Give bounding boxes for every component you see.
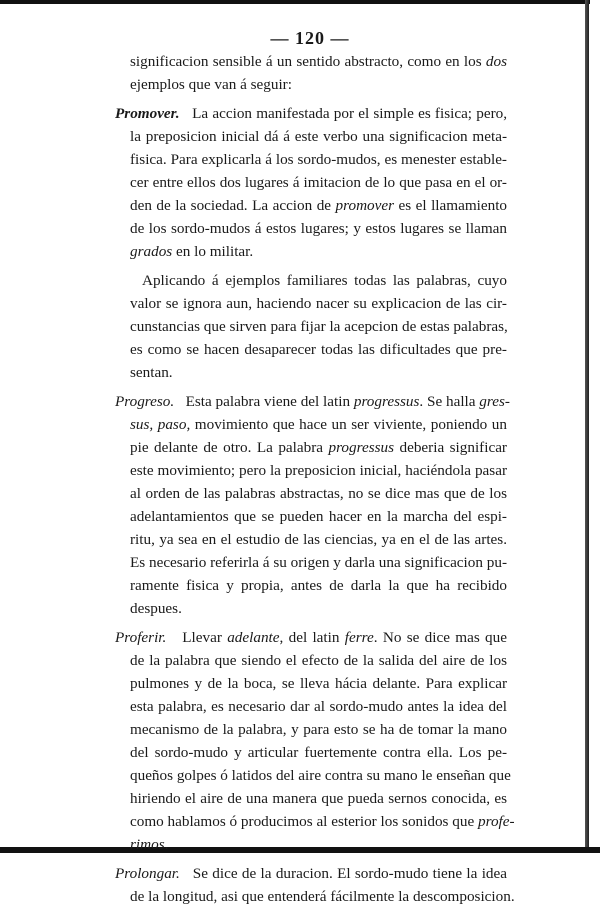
text-line-content: La accion manifestada por el simple es fisica; pero, — [192, 105, 508, 122]
text-line: rimos. — [130, 836, 169, 853]
text-line: grados en lo militar. — [130, 243, 254, 260]
entry-term: Promover. — [115, 105, 180, 122]
entry-proferir — [115, 626, 515, 856]
text-line: de los sordo-mudos á estos lugares; y estos lugares se llaman — [130, 220, 507, 237]
text-line: la preposicion inicial dá á este verbo una significacion meta- — [130, 128, 507, 145]
text-line: ramente fisica y propia, antes de darla la que ha recibido — [130, 577, 507, 594]
text-line: sentan. — [130, 364, 173, 381]
text-line — [115, 102, 507, 125]
text-line: esta palabra, es necesario dar al sordo-mudo antes la idea del — [130, 698, 507, 715]
entry-term: Proferir. — [115, 629, 167, 646]
text-line: valor se ignora aun, haciendo nacer su explicacion de las cir- — [130, 295, 507, 312]
text-line: den de la sociedad. La accion de promover es el llamamiento — [130, 197, 508, 214]
text-line: al orden de las palabras abstractas, no se dice mas que de los — [130, 485, 507, 502]
text-line: este movimiento; pero la preposicion inicial, haciéndola pasar — [130, 462, 507, 479]
text-line: sus, paso, movimiento que hace un ser viviente, poniendo un — [130, 416, 507, 433]
entry-term: Progreso. — [115, 393, 175, 410]
text-line: ritu, ya sea en el estudio de las ciencias, ya en el de las artes. — [130, 531, 507, 548]
text-line: de la palabra que siendo el efecto de la salida del aire de los — [130, 652, 507, 669]
text-line: fisica. Para explicarla á los sordo-mudos, es menester estable- — [130, 151, 507, 168]
text-line — [115, 626, 507, 649]
text-line: ejemplos que van á seguir: — [130, 76, 292, 93]
page-body — [115, 50, 515, 908]
text-line: cunstancias que sirven para fijar la acepcion de estas palabras, — [130, 318, 508, 335]
intro-paragraph — [115, 50, 507, 96]
text-line: Es necesario referirla á su origen y darla una significacion pu- — [130, 554, 507, 571]
text-line-content: significacion sensible á un sentido abstracto, como en los dos — [130, 53, 507, 70]
text-line: cer entre ellos dos lugares á imitacion de lo que pasa en el or- — [130, 174, 507, 191]
text-line: hiriendo el aire de una manera que pueda sernos conocida, es — [130, 790, 507, 807]
text-line: pulmones y de la boca, se lleva hácia delante. Para explicar — [130, 675, 507, 692]
text-line-content: Esta palabra viene del latin progressus. Se halla gres- — [185, 393, 510, 410]
page-number: — 120 — — [270, 28, 350, 48]
text-line: despues. — [130, 600, 182, 617]
entry-promover — [115, 102, 507, 263]
text-line: es como se hacen desaparecer todas las dificultades que pre- — [130, 341, 507, 358]
text-line-content: Se dice de la duracion. El sordo-mudo tiene la idea — [192, 865, 507, 882]
text-line: de la longitud, asi que entenderá fácilmente la descomposicion. — [130, 888, 515, 905]
text-line: queños golpes ó latidos del aire contra su mano le enseñan que — [130, 767, 511, 784]
scan-border-top — [0, 0, 590, 4]
entry-term: Prolongar. — [115, 865, 180, 882]
entry-progreso — [115, 390, 510, 620]
text-line — [115, 862, 507, 885]
scan-border-right — [585, 0, 589, 853]
text-line — [115, 390, 510, 413]
text-line: adelantamientos que se pueden hacer en la marcha del espi- — [130, 508, 507, 525]
text-line-content: Llevar adelante, del latin ferre. No se dice mas que — [182, 629, 507, 646]
text-line — [115, 50, 507, 73]
entry-prolongar — [115, 862, 515, 908]
text-line: pie delante de otro. La palabra progressus deberia significar — [130, 439, 507, 456]
text-line: del sordo-mudo y articular fuertemente contra ella. Los pe- — [130, 744, 507, 761]
text-line: Aplicando á ejemplos familiares todas las palabras, cuyo — [142, 272, 507, 289]
text-line: como hablamos ó producimos al esterior los sonidos que profe- — [130, 813, 515, 830]
text-line: mecanismo de la palabra, y para esto se ha de tomar la mano — [130, 721, 507, 738]
paragraph-aplicando — [115, 269, 507, 384]
